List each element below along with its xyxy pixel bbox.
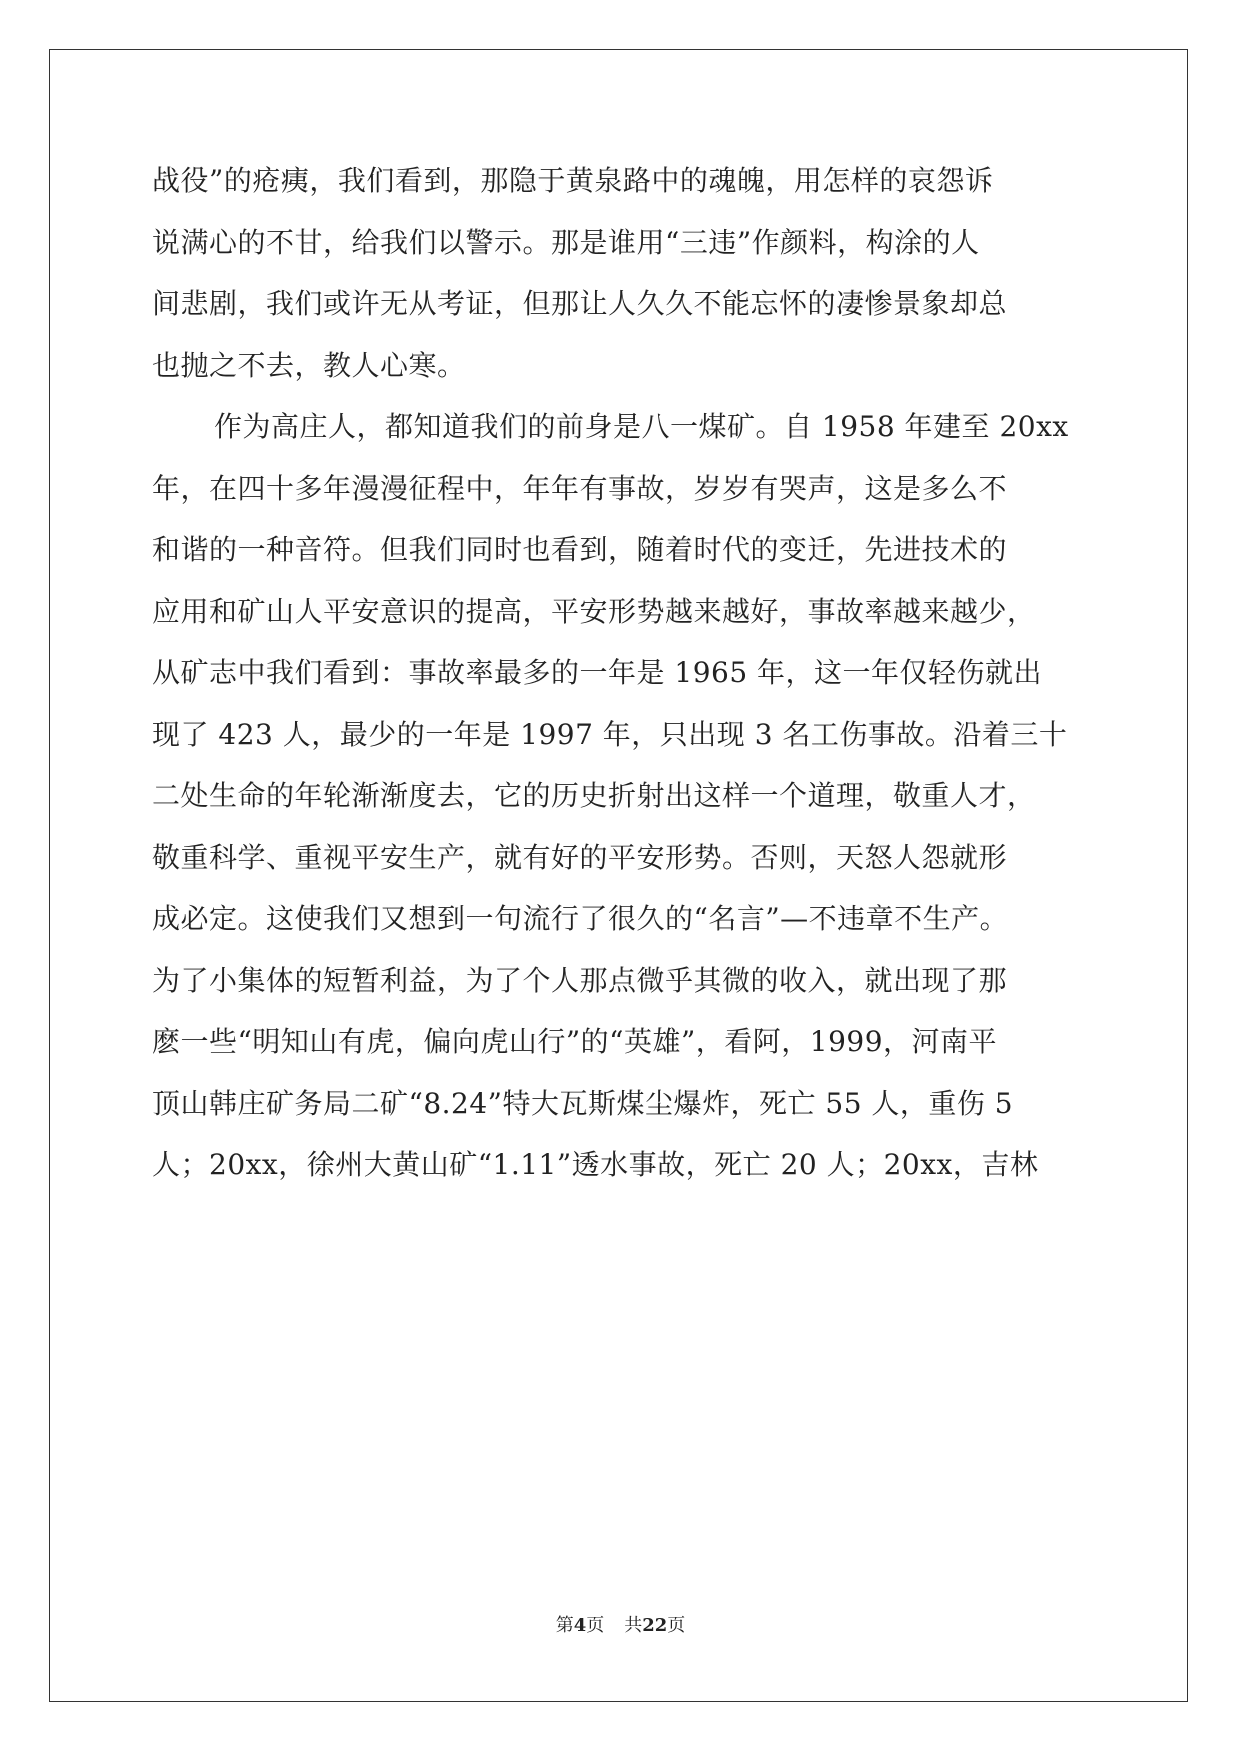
text-line: 战役”的疮痍，我们看到，那隐于黄泉路中的魂魄，用怎样的哀怨诉 [152, 164, 994, 197]
paragraph-start-line: 作为高庄人，都知道我们的前身是八一煤矿。自 1958 年建至 20xx [214, 410, 1069, 443]
text-line: 间悲剧，我们或许无从考证，但那让人久久不能忘怀的凄惨景象却总 [152, 287, 1008, 320]
page-footer [0, 1614, 1241, 1638]
page-suffix: 页 [586, 1615, 605, 1636]
text-line: 麽一些“明知山有虎，偏向虎山行”的“英雄”，看阿，1999，河南平 [152, 1025, 998, 1058]
text-line: 人；20xx，徐州大黄山矿“1.11”透水事故，死亡 20 人；20xx，吉林 [152, 1148, 1039, 1181]
page-prefix: 第 [555, 1615, 574, 1636]
text-line: 敬重科学、重视平安生产，就有好的平安形势。否则，天怒人怨就形 [152, 840, 1008, 874]
text-line: 从矿志中我们看到：事故率最多的一年是 1965 年，这一年仅轻伤就出 [152, 656, 1043, 689]
text-line: 应用和矿山人平安意识的提高，平安形势越来越好，事故率越来越少， [152, 594, 1036, 628]
text-line: 说满心的不甘，给我们以警示。那是谁用“三违”作颜料，构涂的人 [152, 225, 980, 259]
text-line: 也抛之不去，教人心寒。 [152, 348, 466, 382]
text-line: 成必定。这使我们又想到一句流行了很久的“名言”—不违章不生产。 [152, 902, 1009, 935]
total-suffix: 页 [667, 1615, 686, 1636]
text-line: 年，在四十多年漫漫征程中，年年有事故，岁岁有哭声，这是多么不 [152, 471, 1008, 505]
text-line: 和谐的一种音符。但我们同时也看到，随着时代的变迁，先进技术的 [152, 533, 1008, 566]
total-pages: 22 [642, 1615, 668, 1636]
text-line: 为了小集体的短暂利益，为了个人那点微乎其微的收入，就出现了那 [152, 963, 1008, 997]
text-line: 顶山韩庄矿务局二矿“8.24”特大瓦斯煤尘爆炸，死亡 55 人，重伤 5 [152, 1086, 1014, 1120]
total-prefix: 共 [624, 1615, 643, 1636]
page-number: 4 [573, 1615, 587, 1636]
document-body [152, 150, 1092, 1196]
text-line: 二处生命的年轮渐渐度去，它的历史折射出这样一个道理，敬重人才， [152, 779, 1036, 812]
text-line: 现了 423 人，最少的一年是 1997 年，只出现 3 名工伤事故。沿着三十 [152, 717, 1068, 751]
